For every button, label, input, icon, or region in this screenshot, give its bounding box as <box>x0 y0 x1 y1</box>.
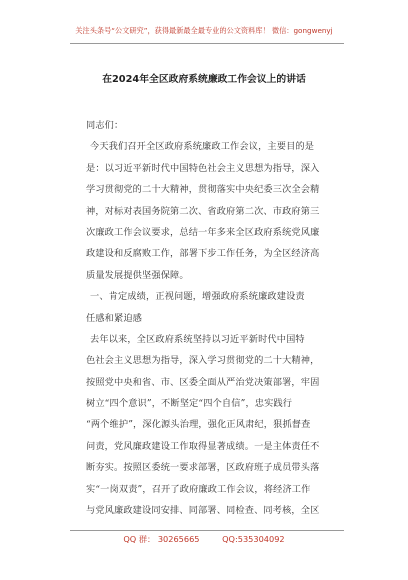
paragraph-line: 色社会主义思想为指导，深入学习贯彻党的二十大精神， <box>86 355 320 367</box>
paragraph-line: 今天我们召开全区政府系统廉政工作会议，主要目的是 <box>90 141 315 153</box>
section-heading-line: 任感和紧迫感 <box>86 312 143 324</box>
header-divider <box>70 43 344 44</box>
section-heading-line: 一、肯定成绩，正视问题，增强政府系统廉政建设责 <box>90 291 305 303</box>
document-body <box>86 115 348 521</box>
paragraph-line: 与党风廉政建设同安排、同部署、同检查、同考核，全区 <box>86 505 320 517</box>
salutation-line: 同志们： <box>86 120 124 131</box>
paragraph-line: “两个维护”，深化源头治理，强化正风肃纪，狠抓督查 <box>86 419 311 431</box>
paragraph-line: 去年以来，全区政府系统坚持以习近平新时代中国特 <box>90 333 305 345</box>
header-note: 关注头条号“公文研究”，获得最新最全最专业的公文资料库！ 微信：gongwenyj <box>75 26 333 35</box>
paragraph-line: 实“一岗双责”，召开了政府廉政工作会议，将经济工作 <box>86 483 311 495</box>
footer-qq-number: QQ:535304092 <box>222 534 285 544</box>
paragraph-line: 是：以习近平新时代中国特色社会主义思想为指导，深入 <box>86 162 320 174</box>
paragraph-line: 政建设和反腐败工作，部署下步工作任务，为全区经济高 <box>86 248 320 260</box>
paragraph-line: 问责，党风廉政建设工作取得显著成绩。一是主体责任不 <box>86 440 320 452</box>
paragraph-line: 次廉政工作会议要求，总结一年多来全区政府系统党风廉 <box>86 226 320 238</box>
paragraph-line: 断夯实。按照区委统一要求部署，区政府班子成员带头落 <box>86 462 320 474</box>
footer-qq-group: QQ 群： 30265665 <box>123 534 200 544</box>
paragraph-line: 学习贯彻党的二十大精神，贯彻落实中央纪委三次全会精 <box>86 184 320 196</box>
paragraph-line: 按照党中央和省、市、区委全面从严治党决策部署，牢固 <box>86 376 320 388</box>
footer-contact <box>0 534 408 545</box>
footer-divider <box>70 530 344 531</box>
paragraph-line: 树立“四个意识”，不断坚定“四个自信”，忠实践行 <box>86 398 293 410</box>
paragraph-line: 神，对标对表国务院第二次、省政府第二次、市政府第三 <box>86 205 320 217</box>
paragraph-line: 质量发展提供坚强保障。 <box>86 269 189 281</box>
document-title: 在2024年全区政府系统廉政工作会议上的讲话 <box>102 74 306 85</box>
